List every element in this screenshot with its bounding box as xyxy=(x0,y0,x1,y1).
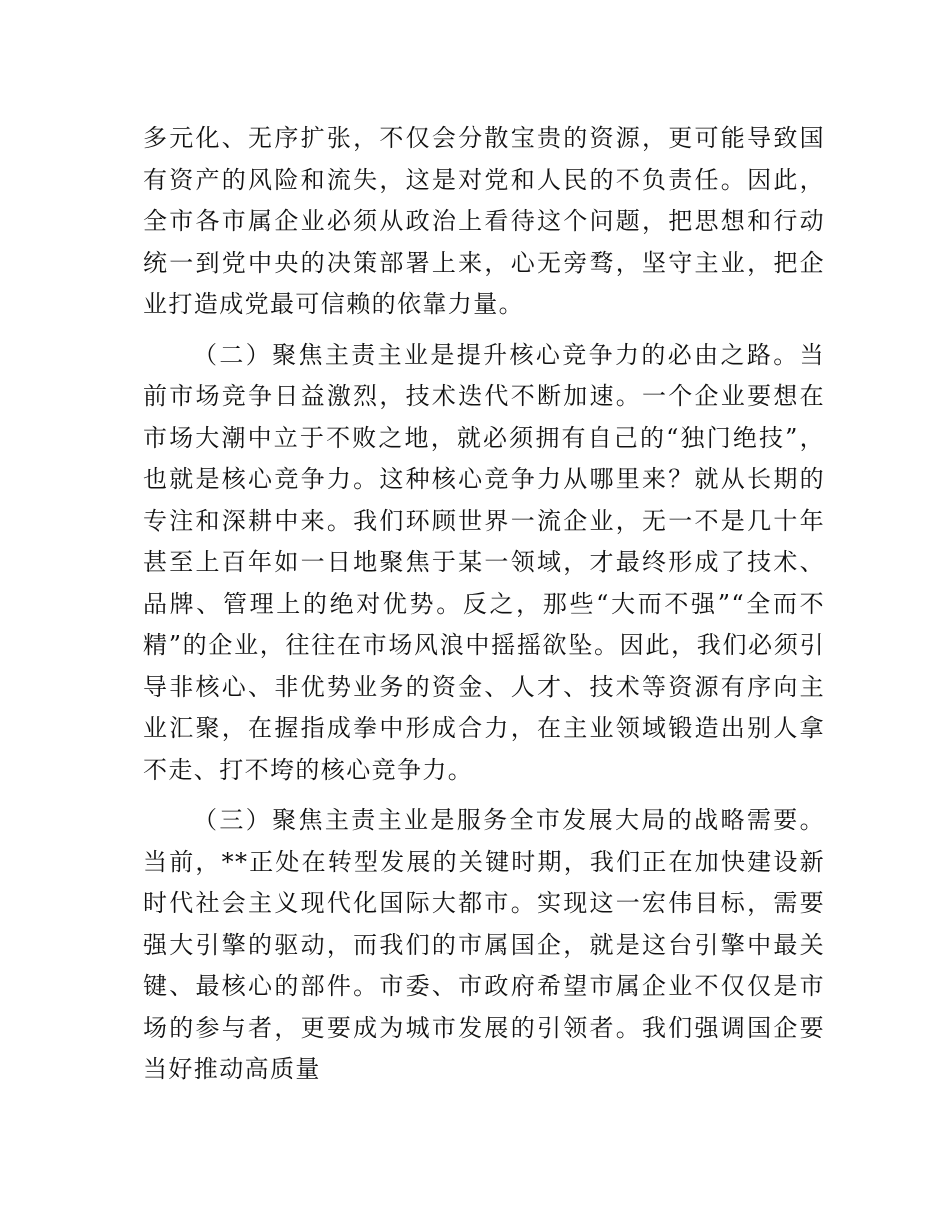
paragraph-continuation: 多元化、无序扩张，不仅会分散宝贵的资源，更可能导致国有资产的风险和流失，这是对党和人民的不负责任。因此，全市各市属企业必须从政治上看待这个问题，把思想和行动统一到党中央的决策部署上来，心无旁骛，坚守主业，把企业打造成党最可信赖的依靠力量。 xyxy=(143,124,825,318)
paragraph-section-two: （二）聚焦主责主业是提升核心竞争力的必由之路。当前市场竞争日益激烈，技术迭代不断加速。一个企业要想在市场大潮中立于不败之地，就必须拥有自己的“独门绝技”，也就是核心竞争力。这种核心竞争力从哪里来？就从长期的专注和深耕中来。我们环顾世界一流企业，无一不是几十年甚至上百年如一日地聚焦于某一领域，才最终形成了技术、品牌、管理上的绝对优势。反之，那些“大而不强”“全而不精”的企业，往往在市场风浪中摇摇欲坠。因此，我们必须引导非核心、非优势业务的资金、人才、技术等资源有序向主业汇聚，在握指成拳中形成合力，在主业领域锻造出别人拿不走、打不垮的核心竞争力。 xyxy=(143,340,825,784)
paragraph-section-three: （三）聚焦主责主业是服务全市发展大局的战略需要。当前，**正处在转型发展的关键时期，我们正在加快建设新时代社会主义现代化国际大都市。实现这一宏伟目标，需要强大引擎的驱动，而我们的市属国企，就是这台引擎中最关键、最核心的部件。市委、市政府希望市属企业不仅仅是市场的参与者，更要成为城市发展的引领者。我们强调国企要当好推动高质量 xyxy=(143,806,825,1083)
document-body xyxy=(143,118,825,1091)
